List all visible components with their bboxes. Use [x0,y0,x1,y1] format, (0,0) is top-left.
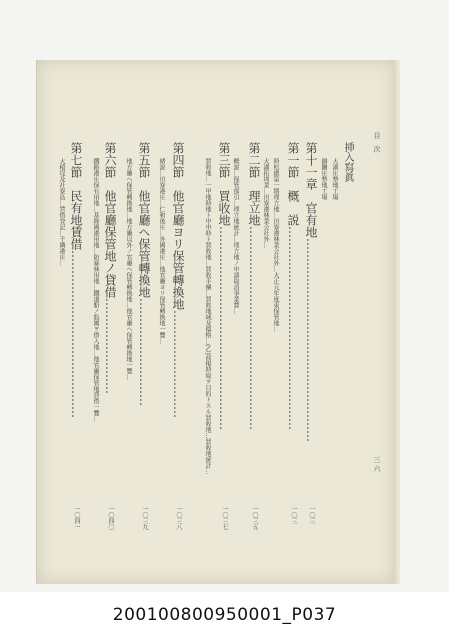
book-page [36,60,395,584]
toc-subentry: 大稲埕及社寮島…賃借登記…千隣港庄… [58,158,65,266]
toc-heading: 挿入寫眞 [342,142,353,182]
toc-subentry: 地方廳ヘ保管轉換地…地方廳以外ノ官廳ヘ保管轉換地…他官廳ヘ保管轉換地一覽… [125,158,132,380]
toc-heading: 第三節 買收地…………………………………………… [217,142,231,430]
toc-heading: 第十一章 官有地…………………………………………… [304,142,318,442]
toc-page-number: 一〇三 [290,506,297,524]
toc-subentry: 大湖拓圳業…田寮港林業会社外… [262,158,269,248]
toc-page-number: 一〇三 [308,506,315,524]
toc-heading: 第七節 民有地賃借…………………………………… [69,142,83,418]
toc-heading: 第一節 概 説…………………………………………… [286,142,300,430]
page-edge [393,60,400,584]
toc-subentry: 銅鑼庄整地工場 [320,158,327,200]
scan-identifier: 200100800950001_P037 [112,605,337,625]
toc-subentry: 概說…保管部引…理立地統計…理立地ノ申請取消事業費… [232,158,239,314]
toc-heading: 第二節 理立地…………………………………………… [247,142,261,430]
toc-subentry: 緒說…田寮港庄…仁和後庄…外國港庄…他官廳ヨリ保管轉換地一覽… [158,158,165,344]
toc-heading: 第四節 他官廳ヨリ保管轉換地……………………… [171,142,185,418]
toc-page-number: 一〇三九 [141,506,148,530]
toc-page-number: 一〇三七 [221,506,228,530]
toc-page-number: 一〇四〇 [107,506,114,530]
toc-heading: 第五節 他官廳ヘ保管轉換地……………………… [137,142,151,406]
toc-subentry: 時松總第一期理立地…田寮港林業会社外…大正元年度東保管地… [272,158,279,332]
toc-page-number: 一〇三八 [175,506,182,530]
toc-subentry: 鐵路港庄保有用地…基隆國港用地…防寨林用地…鐵道船ノ股團ヲ借入地…他官廳保管地貸借一覽… [92,158,99,422]
toc-page-number: 一〇四一 [73,506,80,530]
toc-subentry: 買收地…一甲地時地ト申申時ト買收地…買收手續…買收地域及價格…(乙)前掲時取ヲ目的トスル買收地…買收地統計… [204,158,211,475]
toc-page-number: 一〇三五 [251,506,258,530]
running-header: 目 次 [373,132,381,155]
toc-heading: 第六節 他官廳保管地ノ貸借…………………… [103,142,117,394]
toc-subentry: 大湖庄整地工場 [331,158,338,200]
page-number: 三六 [373,456,381,474]
